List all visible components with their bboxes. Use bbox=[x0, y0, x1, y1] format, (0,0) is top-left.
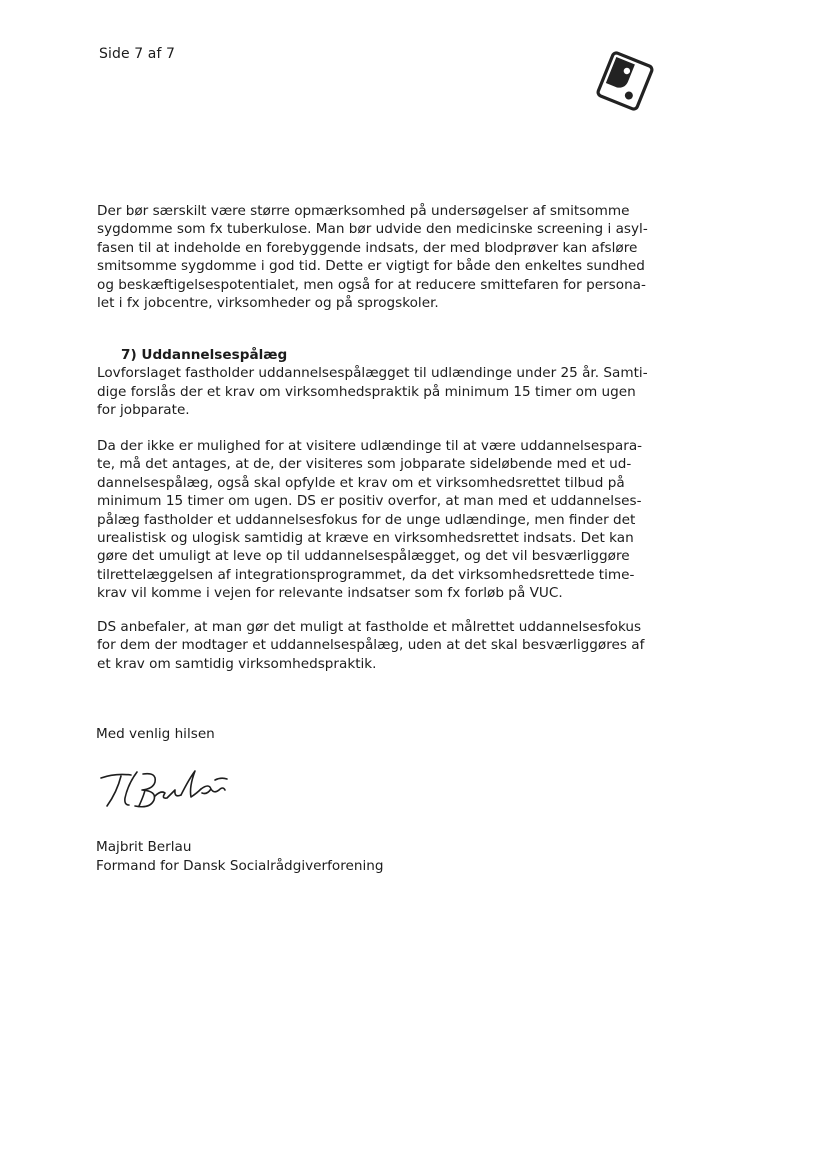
text-line: smitsomme sygdomme i god tid. Dette er vigtigt for både den enkeltes sundhed bbox=[97, 258, 645, 275]
text-line: dige forslås der et krav om virksomhedspraktik på minimum 15 timer om ugen bbox=[97, 383, 636, 400]
text-line: et krav om samtidig virksomhedspraktik. bbox=[97, 655, 377, 672]
paragraph-screening bbox=[97, 202, 672, 312]
text-line: Der bør særskilt være større opmærksomhed på undersøgelser af smitsomme bbox=[97, 203, 630, 219]
text-line: pålæg fastholder et uddannelsesfokus for de unge udlændinge, men finder det bbox=[97, 511, 636, 528]
text-line: dannelsespålæg, også skal opfylde et krav om et virksomhedsrettet tilbud på bbox=[97, 474, 625, 491]
text-line: for dem der modtager et uddannelsespålæg, uden at det skal besværliggøres af bbox=[97, 637, 645, 654]
closing-greeting: Med venlig hilsen bbox=[96, 726, 215, 742]
text-line: gøre det umuligt at leve op til uddannelsespålægget, og det vil besværliggøre bbox=[97, 548, 630, 565]
text-line: te, må det antages, at de, der visiteres som jobparate sideløbende med et ud- bbox=[97, 456, 632, 473]
section-uddannelsespalaeg bbox=[97, 346, 672, 420]
text-line: let i fx jobcentre, virksomheder og på sprogskoler. bbox=[97, 295, 439, 312]
section-heading: 7) Uddannelsespålæg bbox=[121, 347, 288, 363]
text-line: minimum 15 timer om ugen. DS er positiv overfor, at man med et uddannelses- bbox=[97, 493, 642, 510]
ds-logo-icon bbox=[592, 50, 658, 112]
signer-title: Formand for Dansk Socialrådgiverforening bbox=[96, 857, 384, 874]
text-line: urealistisk og ulogisk samtidig at kræve en virksomhedsrettet indsats. Det kan bbox=[97, 530, 634, 547]
text-line: krav vil komme i vejen for relevante indsatser som fx forløb på VUC. bbox=[97, 585, 563, 602]
text-line: fasen til at indeholde en forebyggende indsats, der med blodprøver kan afsløre bbox=[97, 239, 638, 256]
page-number: Side 7 af 7 bbox=[99, 46, 176, 62]
text-line: tilrettelæggelsen af integrationsprogrammet, da det virksomhedsrettede time- bbox=[97, 566, 635, 583]
signature-icon bbox=[97, 762, 257, 824]
text-line: Lovforslaget fastholder uddannelsespålægget til udlændinge under 25 år. Samti- bbox=[97, 365, 648, 382]
signer-name: Majbrit Berlau bbox=[96, 839, 192, 855]
text-line: DS anbefaler, at man gør det muligt at fastholde et målrettet uddannelsesfokus bbox=[97, 619, 642, 635]
paragraph-recommendation bbox=[97, 618, 672, 673]
text-line: og beskæftigelsespotentialet, men også for at reducere smittefaren for persona- bbox=[97, 276, 646, 293]
text-line: Da der ikke er mulighed for at visitere udlændinge til at være uddannelsespara- bbox=[97, 438, 643, 454]
text-line: sygdomme som fx tuberkulose. Man bør udvide den medicinske screening i asyl- bbox=[97, 221, 648, 238]
signer-block bbox=[96, 838, 384, 875]
text-line: for jobparate. bbox=[97, 402, 190, 419]
paragraph-visitation bbox=[97, 437, 672, 603]
